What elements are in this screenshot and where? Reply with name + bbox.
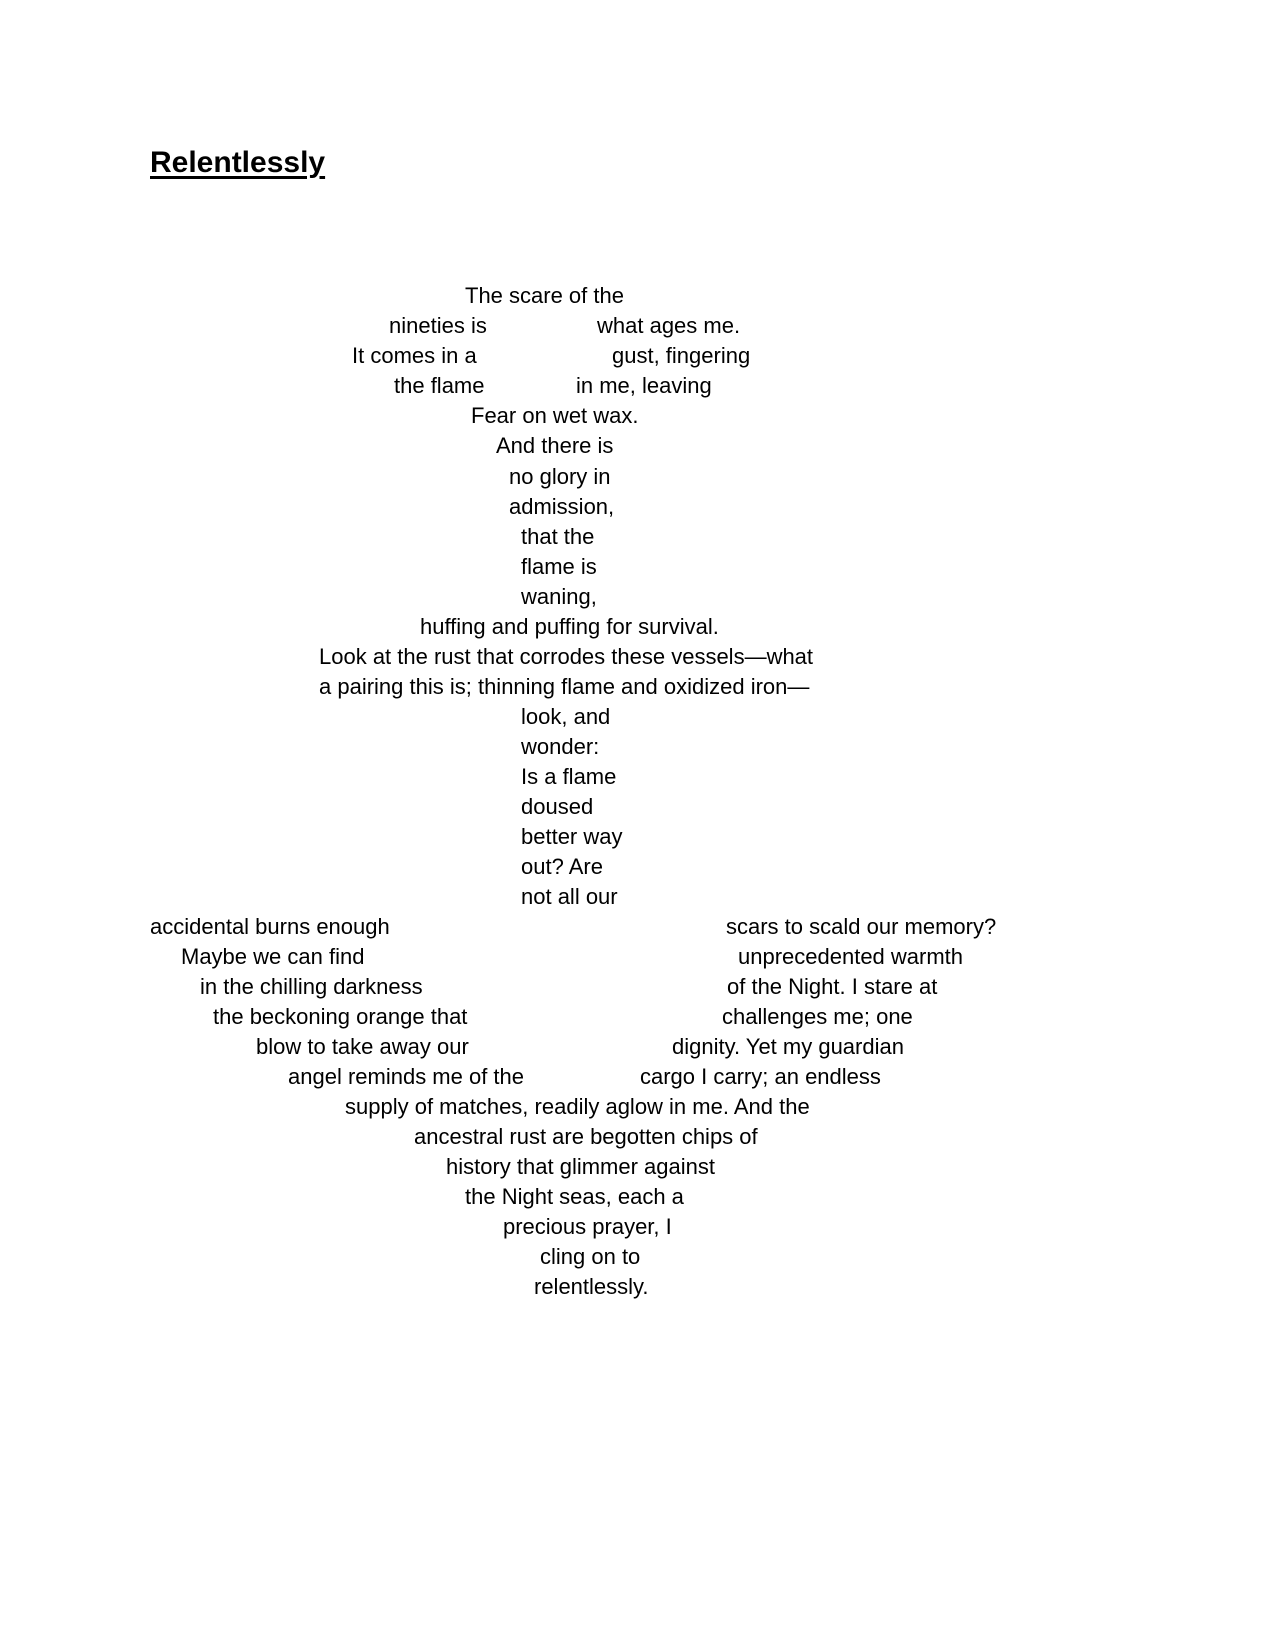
poem-line: that the — [521, 524, 595, 549]
poem-line: wonder: — [521, 734, 600, 759]
poem-line-left: blow to take away our — [256, 1034, 469, 1059]
poem-line-right: unprecedented warmth — [738, 944, 964, 969]
poem-line-right: of the Night. I stare at — [727, 974, 938, 999]
poem-line-left: the beckoning orange that — [213, 1004, 468, 1029]
poem-line: no glory in — [509, 464, 611, 489]
poem-line-left: accidental burns enough — [150, 914, 390, 939]
poem-line: supply of matches, readily aglow in me. And the — [345, 1094, 810, 1119]
poem-line: look, and — [521, 704, 611, 729]
poem-line-right: in me, leaving — [576, 373, 712, 398]
poem-line: cling on to — [540, 1244, 641, 1269]
poem-line-right: dignity. Yet my guardian — [672, 1034, 904, 1059]
poem-line: a pairing this is; thinning flame and oxidized iron— — [319, 674, 810, 699]
poem-line-left: angel reminds me of the — [288, 1064, 525, 1089]
poem-line: history that glimmer against — [446, 1154, 715, 1179]
poem-line: Is a flame — [521, 764, 617, 789]
poem-line-left: in the chilling darkness — [200, 974, 423, 999]
poem-title: Relentlessly — [150, 146, 326, 179]
poem-line: And there is — [496, 433, 614, 458]
poem-line: The scare of the — [465, 283, 624, 308]
poem-line-right: what ages me. — [597, 313, 741, 338]
poem-line-right: challenges me; one — [722, 1004, 913, 1029]
poem-line: not all our — [521, 884, 618, 909]
poem-line-left: Maybe we can find — [181, 944, 365, 969]
poem-line-right: scars to scald our memory? — [726, 914, 997, 939]
poem-line: the Night seas, each a — [465, 1184, 684, 1209]
poem-line-left: the flame — [394, 373, 485, 398]
poem-line: huffing and puffing for survival. — [420, 614, 719, 639]
poem-line: flame is — [521, 554, 597, 579]
poem-line-right: gust, fingering — [612, 343, 751, 368]
poem-line: Look at the rust that corrodes these vessels—what — [319, 644, 814, 669]
poem-line: doused — [521, 794, 594, 819]
poem-line: relentlessly. — [534, 1274, 649, 1299]
poem-line: ancestral rust are begotten chips of — [414, 1124, 758, 1149]
poem-line: out? Are — [521, 854, 603, 879]
poem-line: admission, — [509, 494, 615, 519]
poem-line: precious prayer, I — [503, 1214, 672, 1239]
poem-line-left: It comes in a — [352, 343, 477, 368]
poem-line: waning, — [521, 584, 597, 609]
poem-line: Fear on wet wax. — [471, 403, 639, 428]
poem-line-left: nineties is — [389, 313, 487, 338]
poem-line-right: cargo I carry; an endless — [640, 1064, 881, 1089]
poem-line: better way — [521, 824, 623, 849]
